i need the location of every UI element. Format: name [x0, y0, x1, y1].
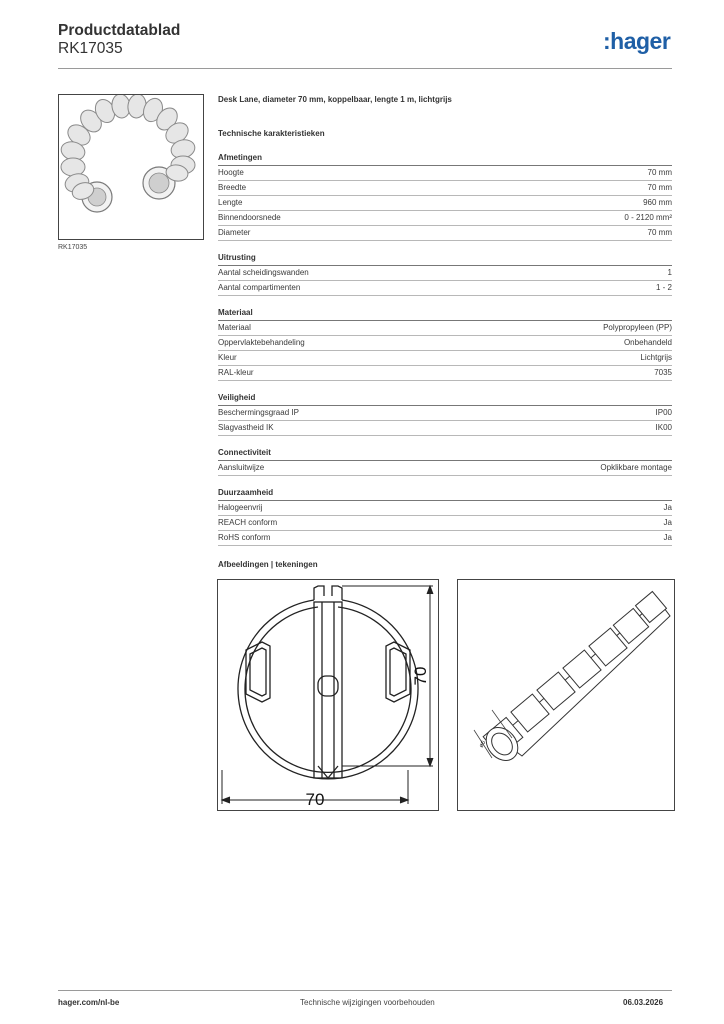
drawing-isometric [457, 579, 675, 811]
header-product-code: RK17035 [58, 40, 123, 57]
spec-label: Oppervlaktebehandeling [218, 338, 305, 347]
header-title: Productdatablad [58, 22, 181, 39]
cable-spiral-icon [59, 95, 203, 239]
spec-value: IP00 [655, 408, 672, 417]
spec-label: RAL-kleur [218, 368, 254, 377]
spec-label: Hoogte [218, 168, 244, 177]
spec-row [218, 351, 672, 366]
section-title: Uitrusting [218, 253, 672, 266]
section-title: Afmetingen [218, 153, 672, 166]
spec-section [218, 253, 672, 296]
spec-value: 70 mm [647, 183, 672, 192]
spec-section [218, 488, 672, 546]
spec-row [218, 181, 672, 196]
spec-row [218, 461, 672, 476]
tech-heading: Technische karakteristieken [218, 129, 325, 138]
spec-label: Slagvastheid IK [218, 423, 274, 432]
spec-label: Beschermingsgraad IP [218, 408, 299, 417]
product-photo [58, 94, 204, 240]
spec-label: Aansluitwijze [218, 463, 265, 472]
spec-section [218, 393, 672, 436]
spec-value: 1 [667, 268, 672, 277]
spec-row [218, 501, 672, 516]
spec-value: 7035 [654, 368, 672, 377]
spec-row [218, 366, 672, 381]
spec-row [218, 281, 672, 296]
spec-value: Lichtgrijs [640, 353, 672, 362]
spec-value: 70 mm [647, 168, 672, 177]
spec-label: Aantal compartimenten [218, 283, 301, 292]
spec-row [218, 166, 672, 181]
spec-label: RoHS conform [218, 533, 271, 542]
spec-label: Kleur [218, 353, 237, 362]
spec-label: REACH conform [218, 518, 278, 527]
dim-height: 70 [411, 666, 430, 686]
spec-label: Breedte [218, 183, 247, 192]
spec-row [218, 406, 672, 421]
spec-value: Onbehandeld [623, 338, 672, 347]
spec-row [218, 266, 672, 281]
section-title: Connectiviteit [218, 448, 672, 461]
photo-caption: RK17035 [58, 244, 88, 251]
hager-logo[interactable]: :hager [603, 28, 671, 54]
section-title: Materiaal [218, 308, 672, 321]
spec-label: Aantal scheidingswanden [218, 268, 309, 277]
footer-website-link[interactable]: hager.com/nl-be [58, 998, 120, 1007]
spec-value: 960 mm [643, 198, 672, 207]
spec-section [218, 448, 672, 476]
spec-label: Materiaal [218, 323, 251, 332]
footer-notice: Technische wijzigingen voorbehouden [300, 998, 435, 1007]
header-rule [58, 68, 672, 69]
spec-value: Ja [663, 503, 672, 512]
spec-label: Diameter [218, 228, 251, 237]
spec-row [218, 531, 672, 546]
spec-label: Lengte [218, 198, 243, 207]
drawing-cross-section [217, 579, 439, 811]
spec-section [218, 308, 672, 381]
spec-value: IK00 [655, 423, 672, 432]
spec-label: Binnendoorsnede [218, 213, 281, 222]
spec-value: Ja [663, 518, 672, 527]
product-description: Desk Lane, diameter 70 mm, koppelbaar, lengte 1 m, lichtgrijs [218, 95, 452, 104]
spec-row [218, 321, 672, 336]
spec-row [218, 211, 672, 226]
spec-row [218, 226, 672, 241]
spec-value: 70 mm [647, 228, 672, 237]
spec-section [218, 153, 672, 241]
spec-value: Polypropyleen (PP) [603, 323, 672, 332]
spec-row [218, 336, 672, 351]
dim-small: ø6 [478, 739, 488, 749]
spec-value: Opklikbare montage [600, 463, 672, 472]
spec-value: 1 - 2 [655, 283, 672, 292]
footer-rule [58, 990, 672, 991]
spec-row [218, 421, 672, 436]
footer-date: 06.03.2026 [623, 998, 664, 1007]
images-heading: Afbeeldingen | tekeningen [218, 560, 318, 569]
spec-row [218, 516, 672, 531]
spec-value: 0 - 2120 mm² [624, 213, 672, 222]
spec-value: Ja [663, 533, 672, 542]
dim-width: 70 [305, 790, 325, 809]
spec-label: Halogeenvrij [218, 503, 263, 512]
spec-row [218, 196, 672, 211]
section-title: Veiligheid [218, 393, 672, 406]
section-title: Duurzaamheid [218, 488, 672, 501]
spec-content [218, 95, 672, 546]
